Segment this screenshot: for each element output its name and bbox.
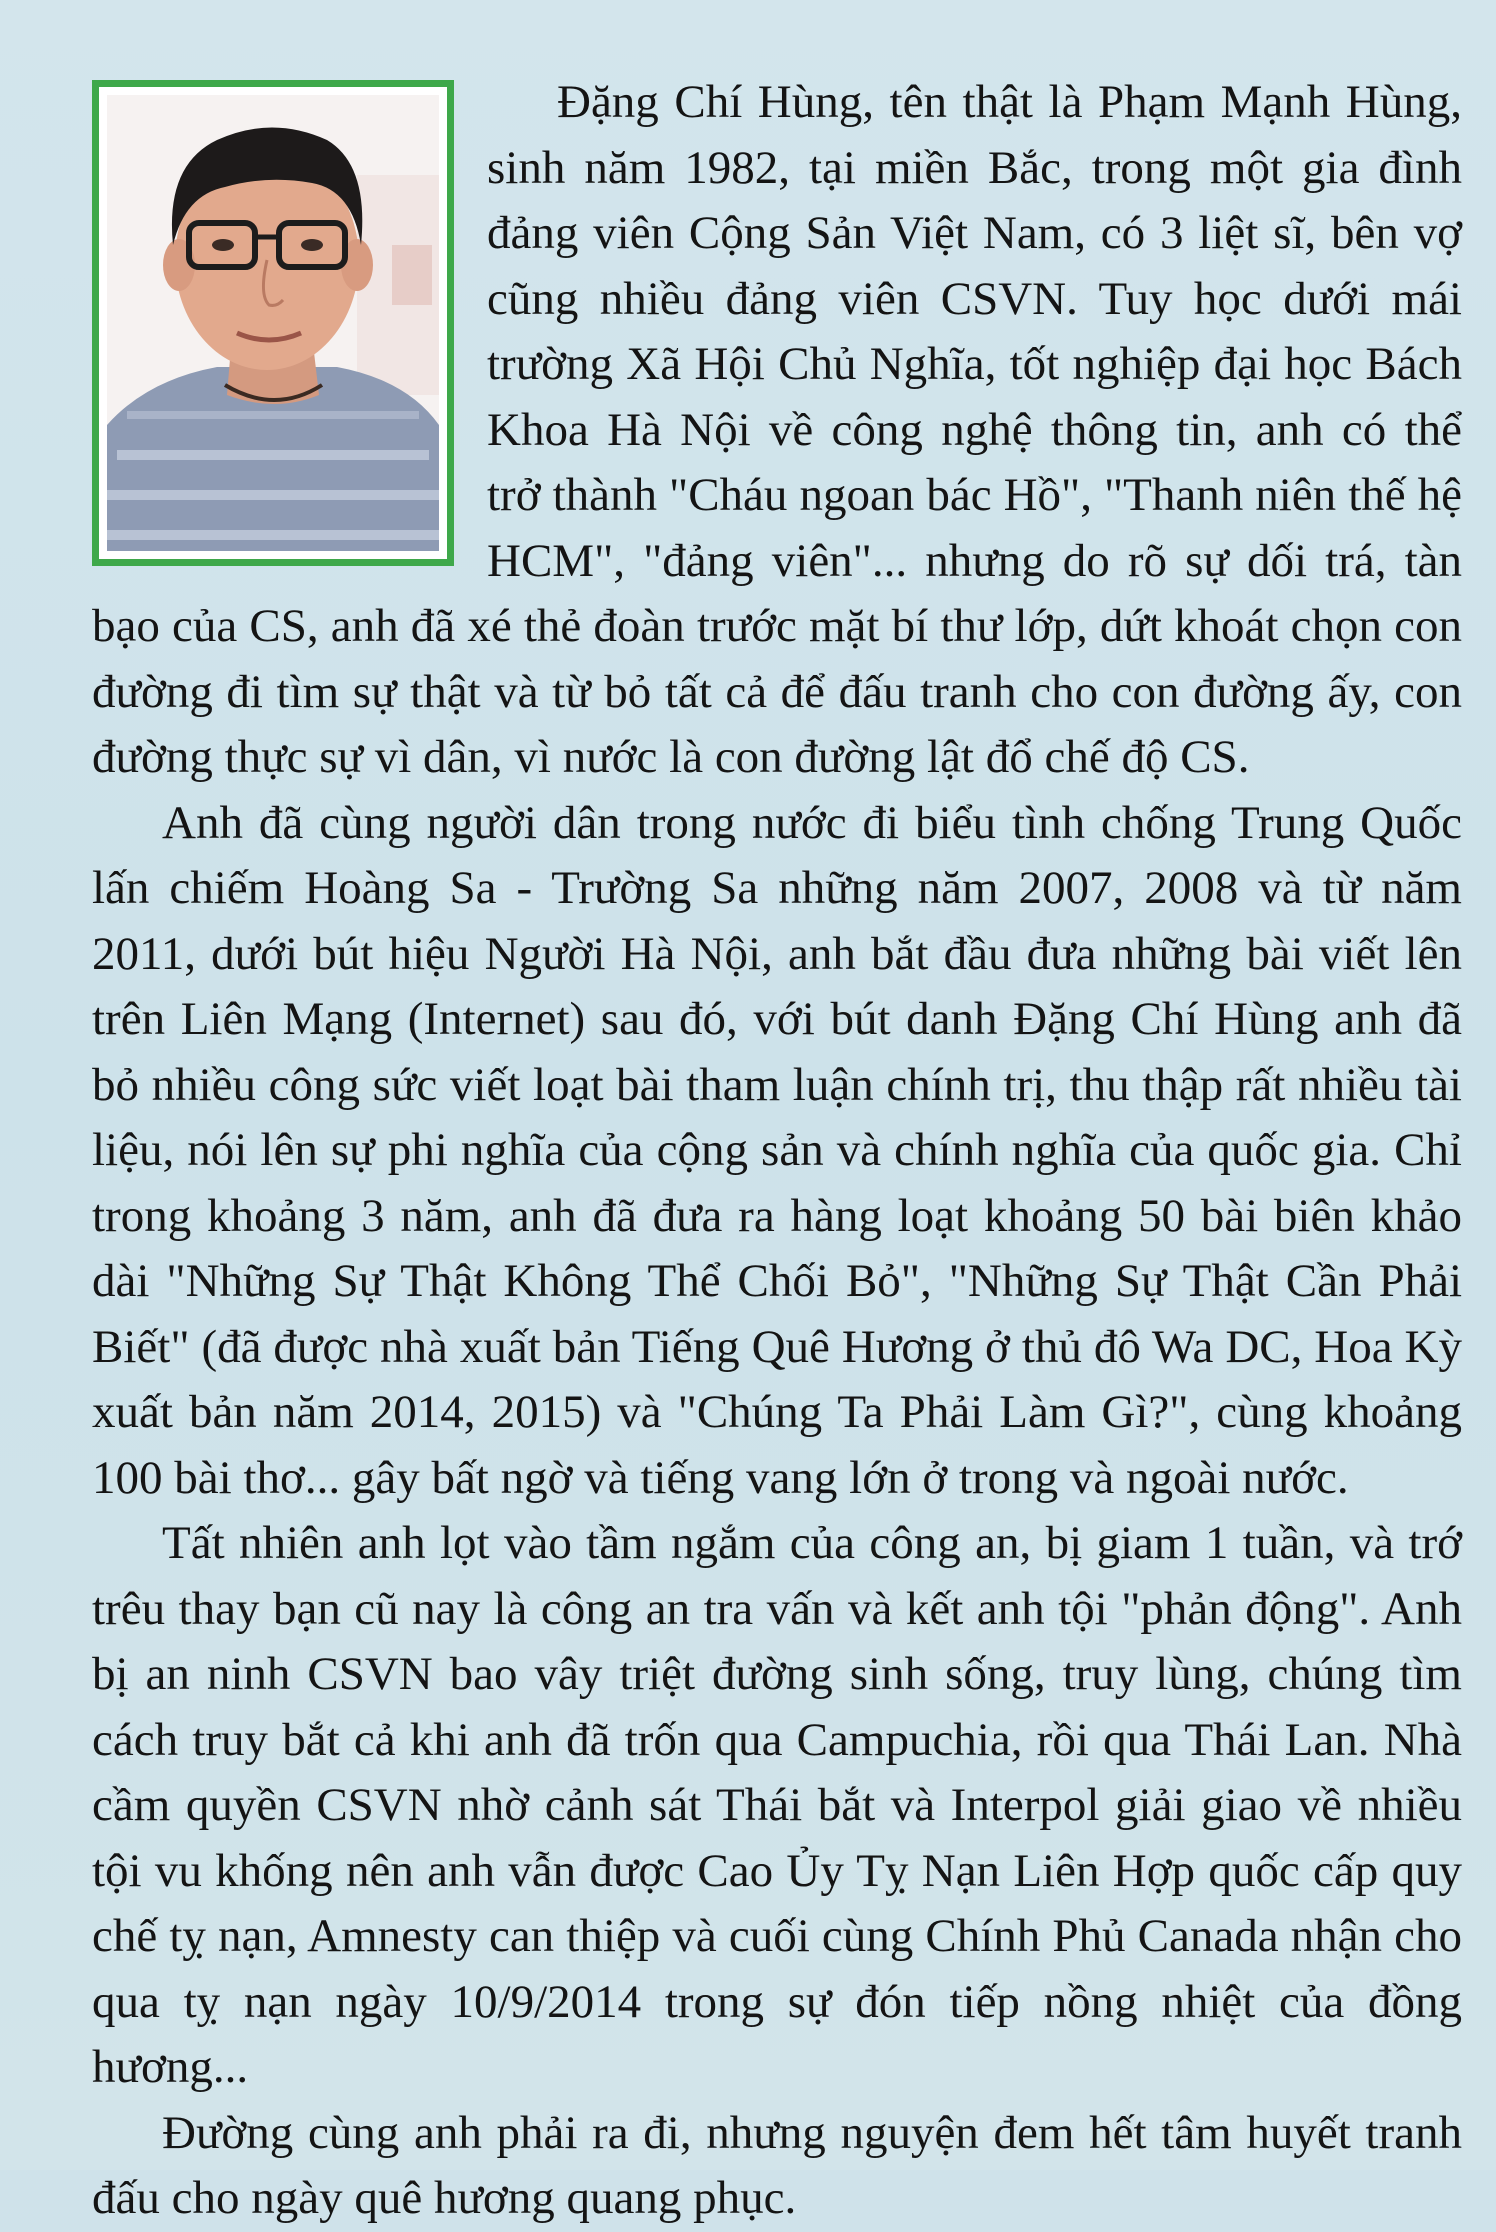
biography-text xyxy=(92,70,1462,2232)
photo-spacer xyxy=(92,70,487,548)
paragraph-1: Đặng Chí Hùng, tên thật là Phạm Mạnh Hùng, sinh năm 1982, tại miền Bắc, trong một gia đình đảng viên Cộng Sản Việt Nam, có 3 liệt sĩ, bên vợ cũng nhiều đảng viên CSVN. Tuy học dưới mái trường Xã Hội Chủ Nghĩa, tốt nghiệp đại học Bách Khoa Hà Nội về công nghệ thông tin, anh có thể trở thành "Cháu ngoan bác Hồ", "Thanh niên thế hệ HCM", "đảng viên"... nhưng do rõ sự dối trá, tàn bạo của CS, anh đã xé thẻ đoàn trước mặt bí thư lớp, dứt khoát chọn con đường đi tìm sự thật và từ bỏ tất cả để đấu tranh cho con đường ấy, con đường thực sự vì dân, vì nước là con đường lật đổ chế độ CS. xyxy=(92,76,1462,783)
paragraph-2: Anh đã cùng người dân trong nước đi biểu tình chống Trung Quốc lấn chiếm Hoàng Sa - Trường Sa những năm 2007, 2008 và từ năm 2011, dưới bút hiệu Người Hà Nội, anh bắt đầu đưa những bài viết lên trên Liên Mạng (Internet) sau đó, với bút danh Đặng Chí Hùng anh đã bỏ nhiều công sức viết loạt bài tham luận chính trị, thu thập rất nhiều tài liệu, nói lên sự phi nghĩa của cộng sản và chính nghĩa của quốc gia. Chỉ trong khoảng 3 năm, anh đã đưa ra hàng loạt khoảng 50 bài biên khảo dài "Những Sự Thật Không Thể Chối Bỏ", "Những Sự Thật Cần Phải Biết" (đã được nhà xuất bản Tiếng Quê Hương ở thủ đô Wa DC, Hoa Kỳ xuất bản năm 2014, 2015) và "Chúng Ta Phải Làm Gì?", cùng khoảng 100 bài thơ... gây bất ngờ và tiếng vang lớn ở trong và ngoài nước. xyxy=(92,796,1462,1504)
paragraph-3: Tất nhiên anh lọt vào tầm ngắm của công an, bị giam 1 tuần, và trớ trêu thay bạn cũ nay là công an tra vấn và kết anh tội "phản động". Anh bị an ninh CSVN bao vây triệt đường sinh sống, truy lùng, chúng tìm cách truy bắt cả khi anh đã trốn qua Campuchia, rồi qua Thái Lan. Nhà cầm quyền CSVN nhờ cảnh sát Thái bắt và Interpol giải giao về nhiều tội vu khống nên anh vẫn được Cao Ủy Tỵ Nạn Liên Hợp quốc cấp quy chế tỵ nạn, Amnesty can thiệp và cuối cùng Chính Phủ Canada nhận cho qua tỵ nạn ngày 10/9/2014 trong sự đón tiếp nồng nhiệt của đồng hương... xyxy=(92,1517,1462,2093)
paragraph-4: Đường cùng anh phải ra đi, nhưng nguyện đem hết tâm huyết tranh đấu cho ngày quê hương quang phục. xyxy=(92,2106,1462,2224)
